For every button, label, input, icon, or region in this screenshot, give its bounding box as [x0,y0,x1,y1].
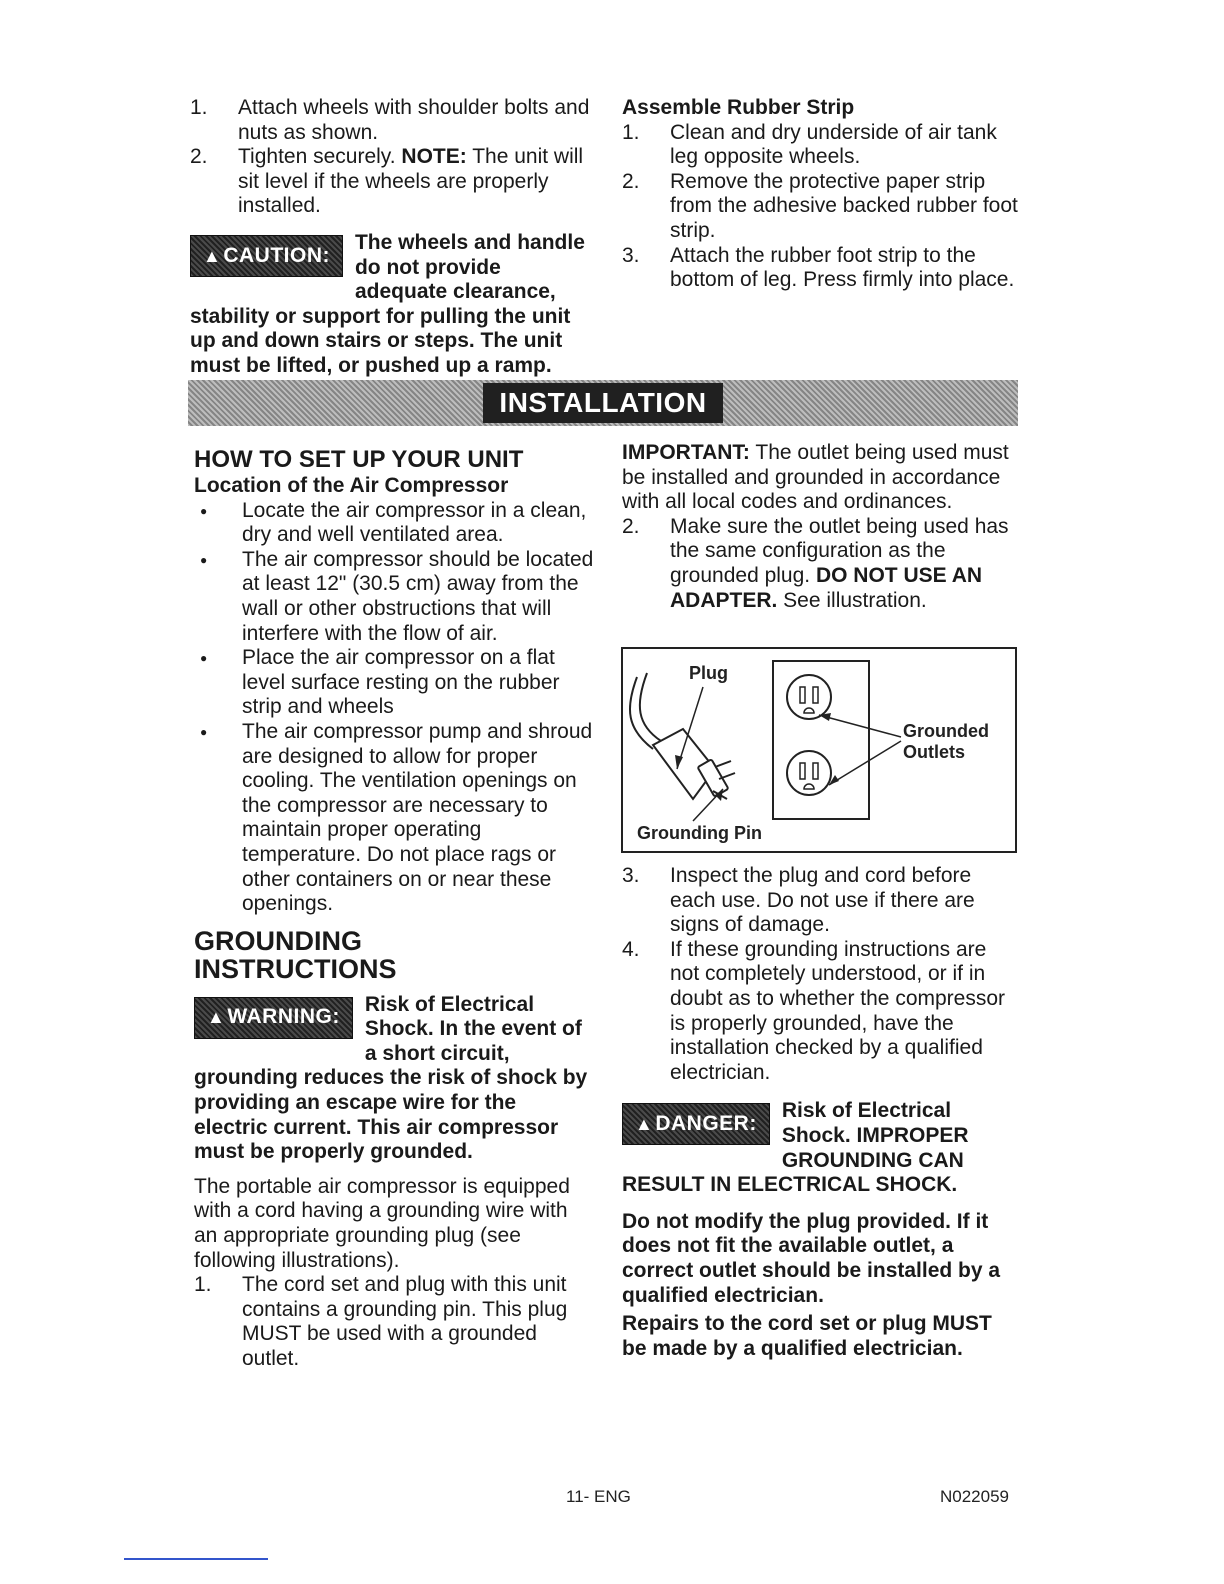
plug-outlet-illustration [621,647,1017,853]
grounding-paragraph: The portable air compressor is equipped with a cord having a grounding wire with an appropriate grounding plug (see following illustrations). [194,1174,570,1272]
warning-text: Risk of Electrical Shock. In the event of a short circuit, grounding reduces the risk of shock by providing an escape wire for the electric current. This air compressor must be properly grounded. [194,992,588,1164]
warning-badge: ▲ WARNING: [194,997,353,1039]
caution-text: The wheels and handle do not provide adequate clearance, stability or support for pulling the unit up and down stairs or steps. The unit must be lifted, or pushed up a ramp. [190,230,585,377]
grounding-heading: GROUNDING INSTRUCTIONS [194,925,397,984]
grounding-steps [194,1273,594,1371]
modify-plug-notice: Do not modify the plug provided. If it does not fit the available outlet, a correct outlet should be installed by a qualified electrician. [622,1209,1001,1307]
location-subheading: Location of the Air Compressor [194,474,509,497]
caution-notice [190,231,590,379]
banner-title: INSTALLATION [483,383,722,423]
warning-notice [194,993,594,1165]
footer-rule [124,1558,268,1560]
important-note: IMPORTANT: The outlet being used must be installed and grounded in accordance with all local codes and ordinances. [622,441,1009,514]
installation-banner [188,380,1018,426]
rubber-strip-steps [622,121,1022,293]
list-item: ● The air compressor should be located at least 12" (30.5 cm) away from the wall or other obstructions that will interfere with the flow of air. [200,547,594,645]
list-item: 3. Inspect the plug and cord before each use. Do not use if there are signs of damage. [622,864,975,937]
danger-text: Risk of Electrical Shock. IMPROPER GROUNDING CAN RESULT IN ELECTRICAL SHOCK. [622,1099,969,1197]
list-item: 3. Attach the rubber foot strip to the bottom of leg. Press firmly into place. [622,243,1015,292]
plug-label: Plug [689,663,728,683]
outlet-step [622,515,1018,613]
list-item: 2. Tighten securely. NOTE: The unit will sit level if the wheels are properly installed. [190,145,584,218]
location-bullets [194,499,594,917]
list-item: 1. Attach wheels with shoulder bolts and nuts as shown. [190,96,590,144]
danger-badge: ▲ DANGER: [622,1103,770,1145]
repairs-notice: Repairs to the cord set or plug MUST be made by a qualified electrician. [622,1312,992,1360]
warning-triangle-icon: ▲ [207,1007,226,1028]
danger-notice [622,1099,1018,1197]
grounding-right-column [622,441,1018,613]
list-item: 2. Make sure the outlet being used has the same configuration as the grounded plug. DO NOT USE AN ADAPTER. See illustration. [622,514,1009,612]
page-number: 11- ENG [566,1487,631,1506]
setup-column [194,446,594,1372]
list-item: ● The air compressor pump and shroud are designed to allow for proper cooling. The ventilation openings on the compressor are necessary to maintain proper operating temperature. Do not place rags or other containers on or near these openings. [200,719,593,916]
outlet-icon [773,661,869,819]
inspection-steps [622,864,1018,1085]
setup-heading: HOW TO SET UP YOUR UNIT [194,446,524,473]
warning-triangle-icon: ▲ [203,245,222,266]
top-right-column [622,96,1022,293]
plug-icon [653,729,735,799]
note-label: NOTE: [401,145,467,169]
list-item: 2. Remove the protective paper strip from the adhesive backed rubber foot strip. [622,169,1018,242]
list-item: 4. If these grounding instructions are not completely understood, or if in doubt as to whether the compressor is properly grounded, have the installation checked by a qualified electrician. [622,937,1006,1084]
grounding-pin-label: Grounding Pin [637,823,762,843]
grounded-outlets-label: Grounded Outlets [903,721,989,762]
grounding-right-column-lower [622,864,1018,1361]
top-left-column [190,96,590,379]
list-item: ● Locate the air compressor in a clean, dry and well ventilated area. [200,498,587,547]
caution-badge: ▲ CAUTION: [190,235,343,277]
wheel-steps [190,96,590,219]
list-item: 1. The cord set and plug with this unit contains a grounding pin. This plug MUST be used with a grounded outlet. [194,1273,568,1370]
list-item: ● Place the air compressor on a flat level surface resting on the rubber strip and wheels [200,646,560,719]
rubber-strip-heading: Assemble Rubber Strip [622,96,855,119]
list-item: 1. Clean and dry underside of air tank leg opposite wheels. [622,120,997,169]
warning-triangle-icon: ▲ [635,1114,654,1135]
document-code: N022059 [940,1487,1010,1506]
